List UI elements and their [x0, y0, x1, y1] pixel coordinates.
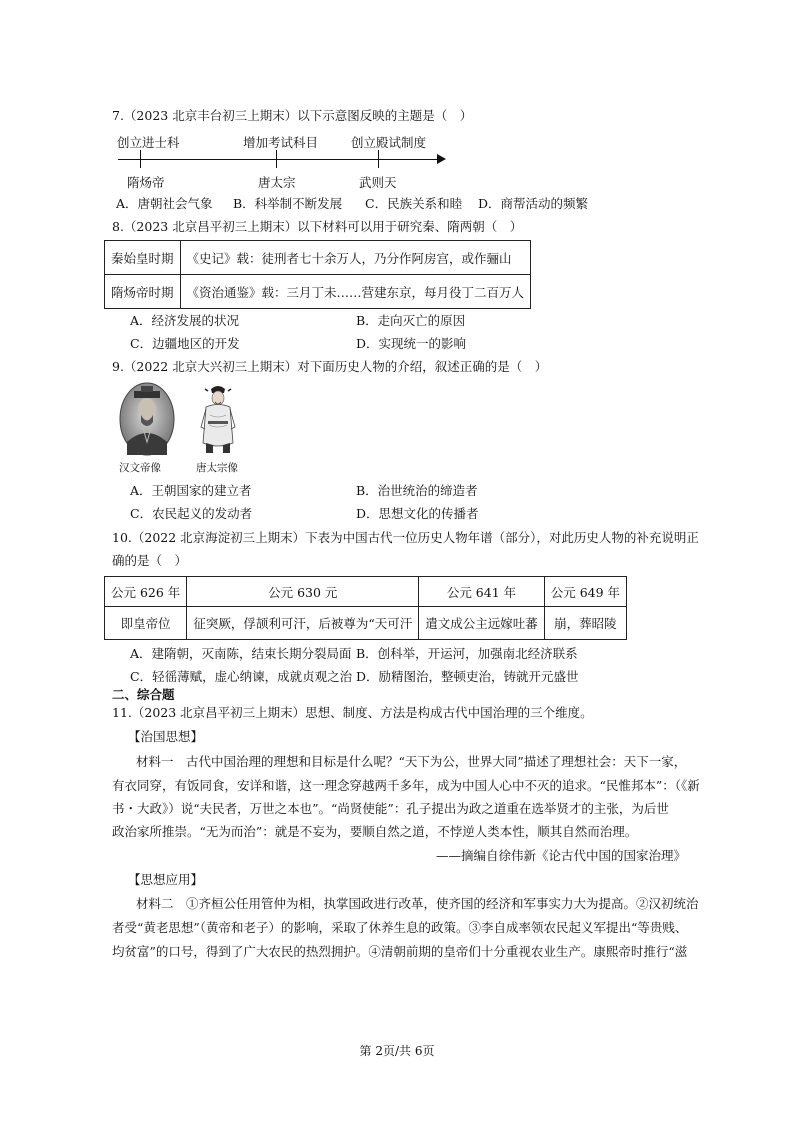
material2-line: 材料二 ①齐桓公任用管仲为相，执掌国政进行改革，使齐国的经济和军事实力大为提高。②汉初统治: [136, 896, 699, 911]
timeline-event-2: 增加考试科目: [243, 135, 319, 150]
table-cell: 崩，葬昭陵: [544, 607, 626, 640]
timeline-event-1: 创立进士科: [117, 135, 180, 150]
table-cell: 即皇帝位: [105, 607, 187, 640]
portrait-caption: 唐太宗像: [196, 462, 238, 474]
timeline-tick: [276, 150, 277, 168]
block-title-application: 【思想应用】: [128, 872, 204, 887]
q9-option-c[interactable]: C．农民起义的发动者: [130, 506, 253, 521]
table-cell: 遣文成公主远嫁吐蕃: [419, 607, 545, 640]
section-heading: 二、综合题: [112, 687, 175, 702]
q8-table: [104, 240, 531, 309]
timeline-axis: [118, 159, 440, 160]
table-row: [105, 275, 531, 309]
table-cell: 公元 630 元: [187, 577, 419, 607]
tang-taizong-portrait: [196, 383, 240, 455]
q9-option-b[interactable]: B．治世统治的缔造者: [356, 483, 478, 498]
q10-stem-line2: 确的是（ ）: [112, 553, 188, 568]
timeline-person-3: 武则天: [359, 175, 397, 190]
table-cell: 秦始皇时期: [105, 241, 181, 275]
q10-option-a[interactable]: A．建隋朝，灭南陈，结束长期分裂局面: [130, 646, 352, 661]
timeline-person-1: 隋炀帝: [127, 175, 165, 190]
q8-option-d[interactable]: D．实现统一的影响: [356, 336, 467, 351]
material1-line: 书・大政》）说“夫民者，万世之本也”。“尚贤使能”：孔子提出为政之道重在选举贤才的主张，为后世: [112, 801, 669, 816]
table-row: [105, 607, 627, 640]
q9-option-d[interactable]: D．思想文化的传播者: [356, 506, 479, 521]
q9-stem: 9.（2022 北京大兴初三上期末）对下面历史人物的介绍，叙述正确的是（ ）: [112, 359, 548, 374]
q8-option-a[interactable]: A．经济发展的状况: [130, 313, 240, 328]
table-cell: 公元 626 年: [105, 577, 187, 607]
han-wendi-portrait: [119, 382, 175, 456]
material1-line: 有衣同穿，有饭同食，安详和谐，这一理念穿越两千多年，成为中国人心中不灭的追求。“民惟邦本”：（《新: [112, 778, 700, 793]
table-row: [105, 241, 531, 275]
table-cell: 征突厥，俘颉利可汗，后被尊为“天可汗: [187, 607, 419, 640]
timeline-arrow-icon: [437, 154, 446, 164]
q10-option-d[interactable]: D．励精图治，整顿吏治，铸就开元盛世: [356, 669, 579, 684]
page-footer: 第 2页/共 6页: [359, 1044, 435, 1058]
table-row: [105, 577, 627, 607]
q7-option-c[interactable]: C．民族关系和睦: [365, 196, 463, 211]
q7-option-a[interactable]: A．唐朝社会气象: [116, 196, 213, 211]
portrait-caption: 汉文帝像: [119, 462, 161, 474]
material1-line: 材料一 古代中国治理的理想和目标是什么呢？“天下为公，世界大同”描述了理想社会：天下一家，: [136, 754, 687, 769]
material2-line: 均贫富”的口号，得到了广大农民的热烈拥护。④清朝前期的皇帝们十分重视农业生产。康熙帝时推行“滋: [112, 944, 688, 959]
table-cell: 《资治通鉴》载：三月丁未……营建东京，每月役丁二百万人: [180, 275, 531, 309]
q8-option-b[interactable]: B．走向灭亡的原因: [356, 313, 466, 328]
timeline-tick: [140, 150, 141, 168]
material1-line: 政治家所推崇。“无为而治”：就是不妄为，要顺自然之道，不悖逆人类本性，顺其自然而治理。: [112, 824, 638, 839]
material2-line: 者受“黄老思想”（黄帝和老子）的影响，采取了休养生息的政策。③李自成率领农民起义军提出“等贵贱、: [112, 920, 688, 935]
material1-source: ——摘编自徐伟新《论古代中国的国家治理》: [436, 848, 687, 863]
timeline-person-2: 唐太宗: [258, 175, 296, 190]
q7-stem: 7.（2023 北京丰台初三上期末）以下示意图反映的主题是（ ）: [112, 108, 473, 123]
q7-option-d[interactable]: D．商帮活动的频繁: [478, 196, 589, 211]
table-cell: 《史记》载：徒刑者七十余万人，乃分作阿房宫，或作骊山: [180, 241, 531, 275]
table-cell: 公元 649 年: [544, 577, 626, 607]
timeline-event-3: 创立殿试制度: [351, 135, 427, 150]
block-title-governance: 【治国思想】: [128, 729, 204, 744]
q8-option-c[interactable]: C．边疆地区的开发: [130, 336, 240, 351]
table-cell: 隋炀帝时期: [105, 275, 181, 309]
q7-option-b[interactable]: B．科举制不断发展: [233, 196, 343, 211]
q10-option-c[interactable]: C．轻徭薄赋，虚心纳谏，成就贞观之治: [130, 669, 353, 684]
q11-stem: 11.（2023 北京昌平初三上期末）思想、制度、方法是构成古代中国治理的三个维度。: [112, 705, 593, 720]
q8-stem: 8.（2023 北京昌平初三上期末）以下材料可以用于研究秦、隋两朝（ ）: [112, 219, 523, 234]
q10-stem-line1: 10.（2022 北京海淀初三上期末）下表为中国古代一位历史人物年谱（部分），对此历史人物的补充说明正: [112, 530, 699, 545]
timeline-tick: [378, 150, 379, 168]
q10-option-b[interactable]: B．创科举，开运河，加强南北经济联系: [356, 646, 578, 661]
table-cell: 公元 641 年: [419, 577, 545, 607]
q10-table: [104, 576, 627, 640]
q9-option-a[interactable]: A．王朝国家的建立者: [130, 483, 252, 498]
